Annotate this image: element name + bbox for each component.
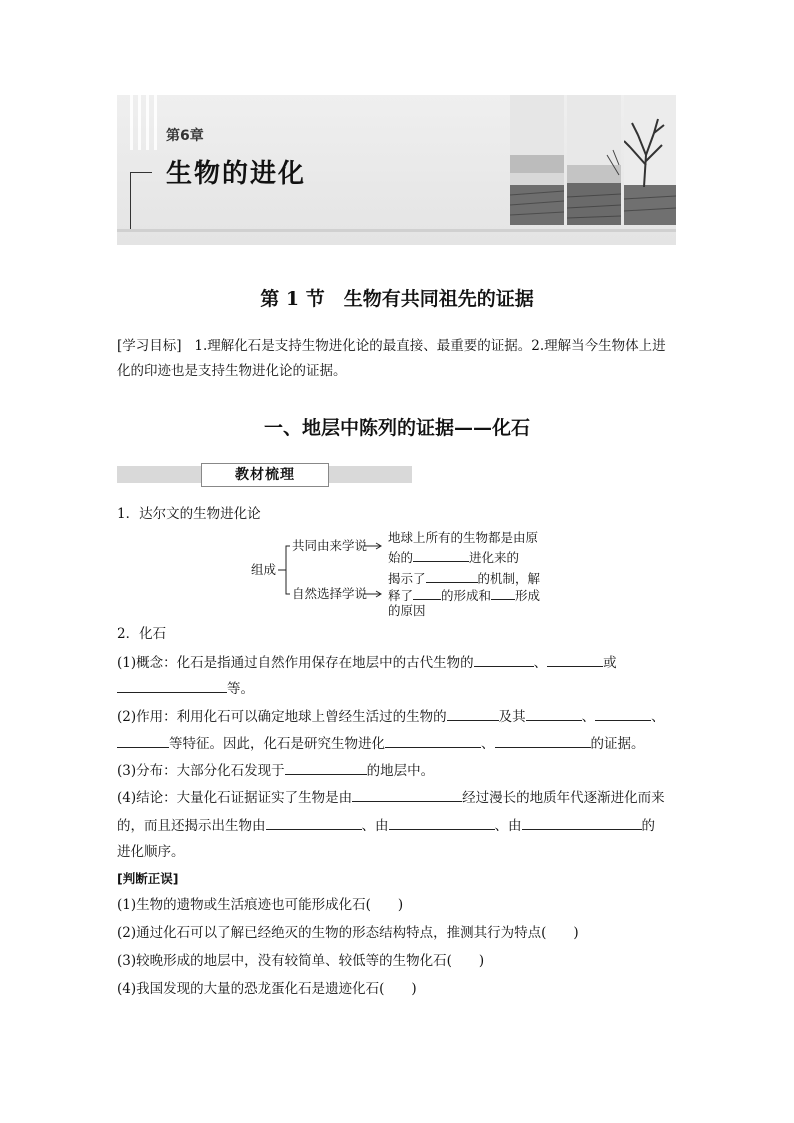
fill-blank[interactable] xyxy=(285,760,367,775)
fill-blank[interactable] xyxy=(547,652,603,667)
diagram-branch: 共同由来学说 xyxy=(292,538,368,553)
fill-blank[interactable] xyxy=(495,733,591,748)
fill-blank[interactable] xyxy=(385,733,481,748)
tag-label: 教材梳理 xyxy=(201,463,329,487)
fill-blank[interactable] xyxy=(413,585,441,600)
section-title: 第 1 节 生物有共同祖先的证据 xyxy=(260,288,534,310)
learning-goal-label: [学习目标] xyxy=(117,338,182,354)
paragraph-line: (2)作用：利用化石可以确定地球上曾经生活过的生物的 及其 、 、 xyxy=(117,706,665,727)
fill-blank[interactable] xyxy=(474,652,534,667)
learning-goal-text: 1.理解化石是支持生物进化论的最直接、最重要的证据。2.理解当今生物体上进 xyxy=(194,338,666,354)
chapter-number: 第6章 xyxy=(166,128,204,144)
diagram-branch: 自然选择学说 xyxy=(292,586,368,601)
subsection-heading: 一、地层中陈列的证据——化石 xyxy=(263,417,530,439)
learning-goal xyxy=(117,334,677,384)
fill-blank[interactable] xyxy=(352,787,462,802)
diagram-desc: 揭示了 的机制，解 xyxy=(388,568,540,588)
judge-label: [判断正误] xyxy=(117,871,179,886)
item-title: 2．化石 xyxy=(117,626,167,642)
learning-goal-text: 化的印迹也是支持生物进化论的证据。 xyxy=(117,363,347,379)
paragraph-line: 的，而且还揭示出生物由 、由 、由 的 xyxy=(117,815,655,836)
fill-blank[interactable] xyxy=(426,568,478,583)
fill-blank[interactable] xyxy=(595,706,651,721)
paragraph-line: 等。 xyxy=(117,678,254,699)
chapter-title: 生物的进化 xyxy=(166,159,307,189)
item-title: 1．达尔文的生物进化论 xyxy=(117,506,261,522)
landscape-photo xyxy=(567,95,621,225)
banner-line xyxy=(130,172,131,230)
banner-stripes xyxy=(130,95,158,150)
diagram-desc: 始的 进化来的 xyxy=(388,547,519,567)
fill-blank[interactable] xyxy=(117,733,169,748)
diagram-desc: 地球上所有的生物都是由原 xyxy=(388,530,539,545)
banner-line xyxy=(130,172,152,173)
fill-blank[interactable] xyxy=(413,547,469,562)
landscape-photo xyxy=(510,95,564,225)
fill-blank[interactable] xyxy=(389,815,495,830)
judge-item: (2)通过化石可以了解已经绝灭的生物的形态结构特点，推测其行为特点( ) xyxy=(117,925,579,941)
diagram-desc: 释了 的形成和 形成 xyxy=(388,585,540,605)
fill-blank[interactable] xyxy=(522,815,642,830)
fill-blank[interactable] xyxy=(526,706,582,721)
paragraph-line: (3)分布：大部分化石发现于 的地层中。 xyxy=(117,760,434,781)
fill-blank[interactable] xyxy=(491,585,515,600)
fill-blank[interactable] xyxy=(117,678,227,693)
paragraph-line: 等特征。因此，化石是研究生物进化 、 的证据。 xyxy=(117,733,645,754)
paragraph-line: 进化顺序。 xyxy=(117,844,185,860)
judge-item: (4)我国发现的大量的恐龙蛋化石是遗迹化石( ) xyxy=(117,981,417,997)
fill-blank[interactable] xyxy=(447,706,499,721)
fill-blank[interactable] xyxy=(266,815,362,830)
diagram-desc: 的原因 xyxy=(388,603,426,618)
banner-shadow xyxy=(117,229,676,232)
judge-item: (3)较晚形成的地层中，没有较简单、较低等的生物化石( ) xyxy=(117,953,485,969)
paragraph-line: (4)结论：大量化石证据证实了生物是由 经过漫长的地质年代逐渐进化而来 xyxy=(117,787,665,808)
judge-item: (1)生物的遗物或生活痕迹也可能形成化石( ) xyxy=(117,897,404,913)
paragraph-line: (1)概念：化石是指通过自然作用保存在地层中的古代生物的 、 或 xyxy=(117,652,617,673)
diagram-root: 组成 xyxy=(251,562,277,577)
tree-photo xyxy=(624,95,676,225)
